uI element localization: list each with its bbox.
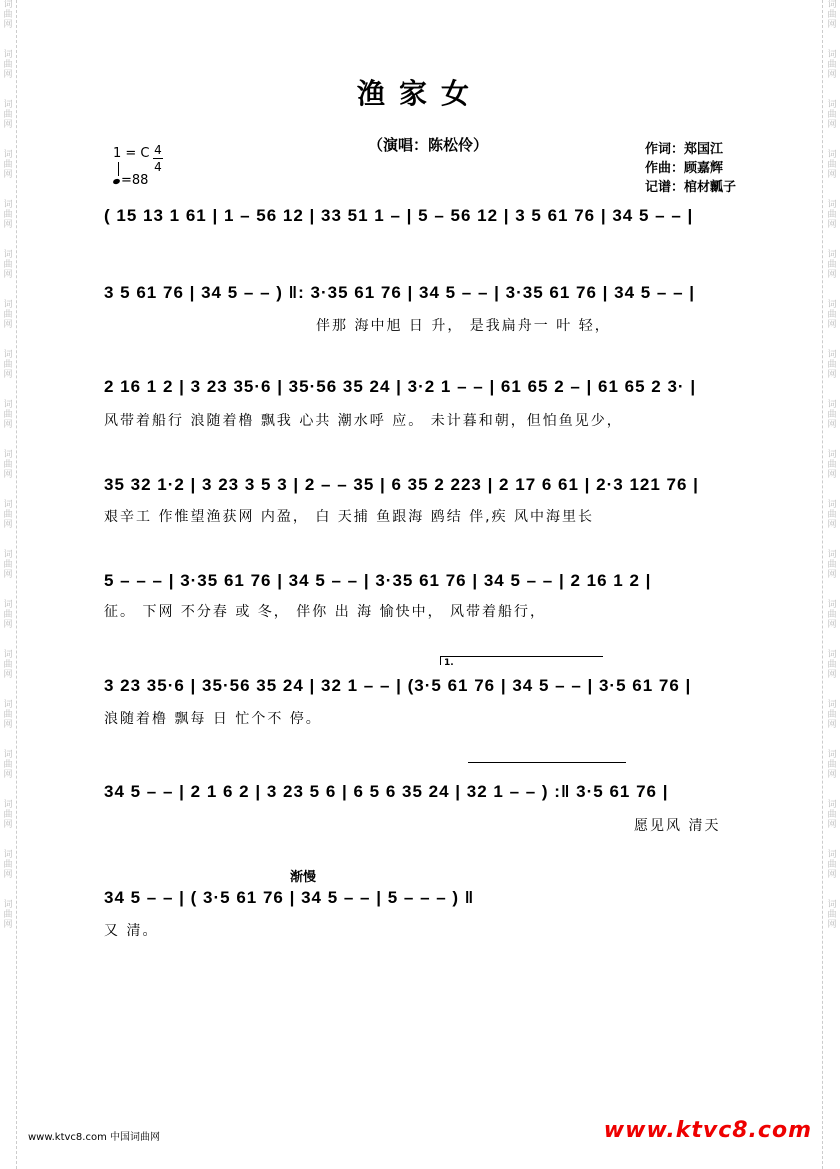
lyric-line-8: 又 清。 [104,923,159,939]
time-top: 4 [154,143,162,157]
key-signature: 1 = C [113,146,150,161]
tempo-mark [113,170,148,188]
score-line-4: 35 32 1·2 | 3 23 3 5 3 | 2 – – 35 | 6 35 2 223 | 2 17 6 61 | 2·3 121 76 | [104,475,699,494]
score-line-7: 34 5 – – | 2 1 6 2 | 3 23 5 6 | 6 5 6 35 24 | 32 1 – – ) :‖ 3·5 61 76 | [104,782,669,801]
transcriber-credit: 记谱：棺材瓤子 [645,180,737,195]
lyricist-credit: 作词：郑国江 [645,142,724,157]
time-bottom: 4 [154,160,162,174]
left-margin-rule [16,0,17,1169]
tempo-marking-rit: 渐慢 [290,870,317,885]
singer-credit: （演唱：陈松伶） [368,136,489,154]
right-watermark: 词 曲 网 词 曲 网 词 曲 网 词 曲 网 词 曲 网 词 曲 网 词 曲 网 词 曲 网 词 曲 网 词 曲 网 词 曲 网 词 曲 网 词 曲 网 词 曲 网 词 曲 网 词 曲 网 词 曲 网 词 曲 网 词 曲 网 [827,0,837,930]
lyric-line-2: 伴那 海中旭 日 升， 是我扁舟一 叶 轻， [316,318,611,334]
song-title: 渔家女 [356,77,483,110]
time-signature [153,142,163,175]
lyric-line-6: 浪随着橹 飘每 日 忙个不 停。 [104,711,322,727]
right-margin-rule [822,0,823,1169]
lyric-line-3: 风带着船行 浪随着橹 飘我 心共 潮水呼 应。 未计暮和朝，但怕鱼见少， [104,413,623,429]
score-line-2: 3 5 61 76 | 34 5 – – ) ‖: 3·35 61 76 | 34 5 – – | 3·35 61 76 | 34 5 – – | [104,283,696,302]
ending-bracket [468,762,626,763]
score-line-5: 5 – – – | 3·35 61 76 | 34 5 – – | 3·35 61 76 | 34 5 – – | 2 16 1 2 | [104,571,652,590]
lyric-line-4: 艰辛工 作惟望渔获网 内盈， 白 天捕 鱼跟海 鸥结 伴,疾 风中海里长 [104,509,595,525]
left-watermark: 词 曲 网 词 曲 网 词 曲 网 词 曲 网 词 曲 网 词 曲 网 词 曲 网 词 曲 网 词 曲 网 词 曲 网 词 曲 网 词 曲 网 词 曲 网 词 曲 网 词 曲 网 词 曲 网 词 曲 网 词 曲 网 词 曲 网 [3,0,13,930]
credits-block [645,140,736,197]
volta-label: 1. [444,658,454,668]
lyric-line-5: 征。 下网 不分春 或 冬， 伴你 出 海 愉快中， 风带着船行， [104,604,547,620]
score-line-8: 34 5 – – | ( 3·5 61 76 | 34 5 – – | 5 – – – ) ‖ [104,888,475,907]
quarter-note-icon [112,178,120,185]
footer-site-credit: www.ktvc8.com 中国词曲网 [28,1132,161,1143]
tempo-value: =88 [121,173,149,188]
footer-logo: www.ktvc8.com [603,1118,812,1143]
composer-credit: 作曲：顾嘉辉 [645,161,724,176]
score-line-6: 3 23 35·6 | 35·56 35 24 | 32 1 – – | (3·5 61 76 | 34 5 – – | 3·5 61 76 | [104,676,692,695]
score-line-3: 2 16 1 2 | 3 23 35·6 | 35·56 35 24 | 3·2 1 – – | 61 65 2 – | 61 65 2 3· | [104,377,697,396]
volta-bracket [440,656,603,665]
lyric-line-7: 愿见风 清天 [634,818,721,834]
note-stem-icon [118,162,119,176]
score-line-1: ( 15 13 1 61 | 1 – 56 12 | 33 51 1 – | 5 – 56 12 | 3 5 61 76 | 34 5 – – | [104,206,694,225]
